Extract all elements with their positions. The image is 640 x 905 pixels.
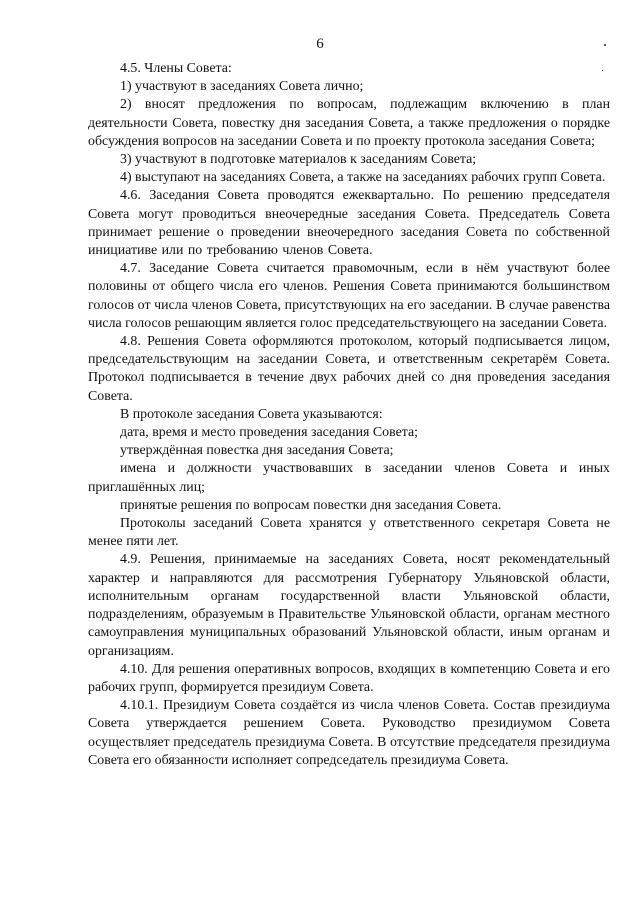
list-item: утверждённая повестка дня заседания Совета; [120,443,394,459]
paragraph: 4.8. Решения Совета оформляются протоколом, который подписывается лицом, председательствующим на заседании Совета, и ответственным секретарём Совета. Протокол подписывается в течение двух рабочих дней со дня проведения заседания Совета. [88,334,610,404]
paragraph: 4.6. Заседания Совета проводятся ежеквартально. По решению председателя Совета могут проводиться внеочередные заседания Совета. Председатель Совета принимает решение о проведении внеочередного заседания Совета по собственной инициативе или по требованию членов Совета. [88,188,610,259]
scan-speck [604,44,606,46]
paragraph: 4.10. Для решения оперативных вопросов, входящих в компетенцию Совета и его рабочих групп, формируется президиум Совета. [88,661,610,695]
paragraph: 4.7. Заседание Совета считается правомочным, если в нём участвуют более половины от общего числа его членов. Решения Совета принимаются большинством голосов от числа членов Совета, присутствующих на его заседании. В случае равенства числа голосов решающим является голос председательствующего на заседании Совета. [88,261,610,331]
list-item: 4) выступают на заседаниях Совета, а также на заседаниях рабочих групп Совета. [120,170,606,186]
list-item: 1) участвуют в заседаниях Совета лично; [120,79,364,95]
list-item: 3) участвуют в подготовке материалов к заседаниям Совета; [120,152,477,168]
section-heading: 4.5. Члены Совета: [120,61,232,76]
paragraph: Протоколы заседаний Совета хранятся у ответственного секретаря Совета не менее пяти лет. [88,516,610,550]
page-number: 6 [316,36,324,52]
paragraph: 4.9. Решения, принимаемые на заседаниях Совета, носят рекомендательный характер и направляются для рассмотрения Губернатору Ульяновской области, исполнительным органам государственной власти Ульяновской области, подразделениям, образуемым в Правительстве Ульяновской области, органам местного самоуправления муниципальных образований Ульяновской области, иным органам и организациям. [88,552,610,659]
paragraph: В протоколе заседания Совета указываются: [120,406,383,422]
document-body [88,60,610,770]
list-item: принятые решения по вопросам повестки дня заседания Совета. [120,497,502,513]
list-item: имена и должности участвовавших в заседании членов Совета и иных приглашённых лиц; [88,461,610,495]
paragraph: 4.10.1. Президиум Совета создаётся из числа членов Совета. Состав президиума Совета утверждается решением Совета. Руководство президиумом Совета осуществляет председатель президиума Совета. В отсутствие председателя президиума Совета его обязанности исполняет сопредседатель президиума Совета. [88,698,610,768]
list-item: дата, время и место проведения заседания Совета; [120,425,419,441]
list-item: 2) вносят предложения по вопросам, подлежащим включению в план деятельности Совета, повестку дня заседания Совета, а также предложения о порядке обсуждения вопросов на заседании Совета и по проекту протокола заседания Совета; [88,97,610,149]
